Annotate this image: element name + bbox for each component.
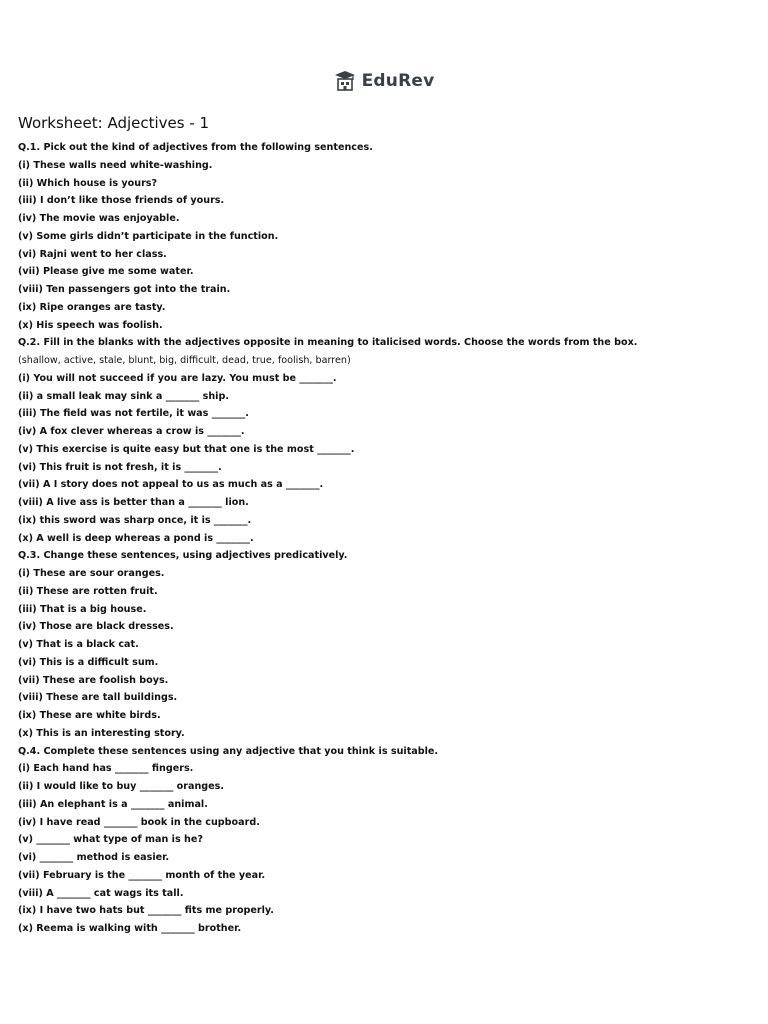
q1-item-ii: (ii) Which house is yours? <box>18 177 158 189</box>
q4-item-v: (v) _______ what type of man is he? <box>18 834 203 846</box>
q2-item-vi: (vi) This fruit is not fresh, it is _______. <box>18 461 222 473</box>
q2-item-iii: (iii) The field was not fertile, it was _______. <box>18 408 249 420</box>
q4-item-vi: (vi) _______ method is easier. <box>18 852 170 863</box>
q3-item-ii: (ii) These are rotten fruit. <box>18 585 158 597</box>
q3-item-iii: (iii) That is a big house. <box>18 603 147 615</box>
q1-question: Q.1. Pick out the kind of adjectives from the following sentences. <box>18 142 373 153</box>
q3-item-iv: (iv) Those are black dresses. <box>18 621 174 633</box>
q4-item-iv: (iv) I have read _______ book in the cupboard. <box>18 816 260 828</box>
q1-item-x: (x) His speech was foolish. <box>18 319 163 331</box>
q3-item-ix: (ix) These are white birds. <box>18 710 161 721</box>
worksheet-title: Worksheet: Adjectives - 1 <box>18 114 210 132</box>
q4-item-iii: (iii) An elephant is a _______ animal. <box>18 798 208 810</box>
worksheet-body <box>18 139 748 938</box>
edurev-logo-text: EduRev <box>361 71 435 91</box>
q3-item-x: (x) This is an interesting story. <box>18 727 185 739</box>
q2-item-vii: (vii) A I story does not appeal to us as much as a _______. <box>18 479 324 491</box>
q1-item-iv: (iv) The movie was enjoyable. <box>18 213 180 224</box>
q4-item-ix: (ix) I have two hats but _______ fits me properly. <box>18 905 274 917</box>
q3-item-vii: (vii) These are foolish boys. <box>18 674 169 686</box>
q3-item-i: (i) These are sour oranges. <box>18 568 165 579</box>
q2-item-viii: (viii) A live ass is better than a _______ lion. <box>18 497 249 508</box>
q2-item-iv: (iv) A fox clever whereas a crow is _______. <box>18 426 245 437</box>
q2-item-v: (v) This exercise is quite easy but that one is the most _______. <box>18 443 355 455</box>
q3-item-vi: (vi) This is a difficult sum. <box>18 656 159 668</box>
q4-item-viii: (viii) A _______ cat wags its tall. <box>18 887 184 899</box>
q2-item-ix: (ix) this sword was sharp once, it is _______. <box>18 514 252 526</box>
q2-item-ii: (ii) a small leak may sink a _______ ship. <box>18 390 229 402</box>
q1-item-viii: (viii) Ten passengers got into the train. <box>18 284 231 295</box>
q2-item-x: (x) A well is deep whereas a pond is _______. <box>18 532 254 544</box>
q2-item-i: (i) You will not succeed if you are lazy. You must be _______. <box>18 372 337 384</box>
q3-question: Q.3. Change these sentences, using adjectives predicatively. <box>18 550 348 562</box>
q1-item-v: (v) Some girls didn’t participate in the function. <box>18 230 279 242</box>
q2-word-box: (shallow, active, stale, blunt, big, difficult, dead, true, foolish, barren) <box>18 355 351 366</box>
edurev-header <box>0 70 768 92</box>
q4-item-vii: (vii) February is the _______ month of the year. <box>18 869 266 881</box>
q1-item-i: (i) These walls need white-washing. <box>18 159 213 171</box>
q1-item-iii: (iii) I don’t like those friends of yours. <box>18 195 225 207</box>
q4-question: Q.4. Complete these sentences using any adjective that you think is suitable. <box>18 745 439 757</box>
q4-item-x: (x) Reema is walking with _______ brother. <box>18 923 242 934</box>
q3-item-v: (v) That is a black cat. <box>18 639 139 650</box>
q2-question: Q.2. Fill in the blanks with the adjectives opposite in meaning to italicised words. Choose the words from the box. <box>18 337 638 349</box>
q1-item-ix: (ix) Ripe oranges are tasty. <box>18 301 166 313</box>
q1-item-vii: (vii) Please give me some water. <box>18 266 194 278</box>
graduation-cap-building-icon <box>334 70 356 92</box>
q1-item-vi: (vi) Rajni went to her class. <box>18 248 167 260</box>
q3-item-viii: (viii) These are tall buildings. <box>18 692 178 704</box>
q4-item-i: (i) Each hand has _______ fingers. <box>18 763 194 775</box>
q4-item-ii: (ii) I would like to buy _______ oranges. <box>18 781 225 792</box>
